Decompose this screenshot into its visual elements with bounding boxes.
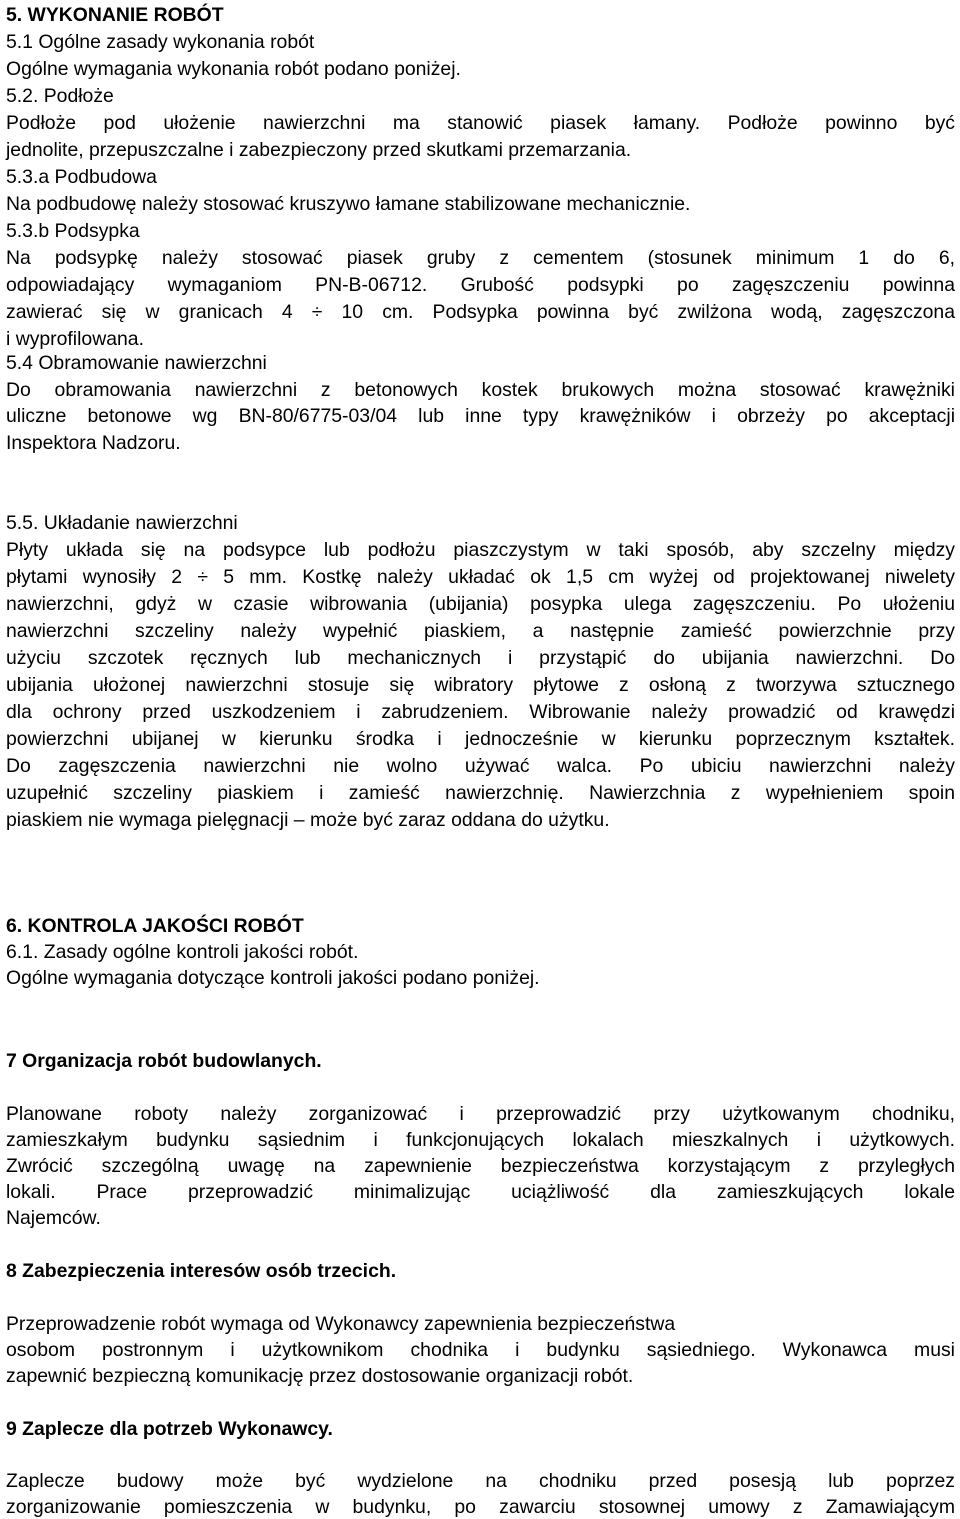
section-8-heading: 8 Zabezpieczenia interesów osób trzecich. bbox=[6, 1260, 397, 1282]
paragraph-5-3a: Na podbudowę należy stosować kruszywo łamane stabilizowane mechanicznie. bbox=[6, 193, 691, 215]
paragraph-5-3b-line: i wyprofilowana. bbox=[6, 328, 144, 350]
paragraph-8-line: zapewnić bezpieczną komunikację przez dostosowanie organizacji robót. bbox=[6, 1365, 634, 1387]
paragraph-5-3b-line: Na podsypkę należy stosować piasek gruby z cementem (stosunek minimum 1 do 6, bbox=[6, 247, 955, 269]
paragraph-6-1: Ogólne wymagania dotyczące kontroli jakości podano poniżej. bbox=[6, 967, 540, 989]
subsection-5-1-heading: 5.1 Ogólne zasady wykonania robót bbox=[6, 31, 315, 53]
paragraph-5-5-line: nawierzchni szczeliny należy wypełnić piaskiem, a następnie zamieść powierzchnie przy bbox=[6, 620, 955, 642]
subsection-5-3a-heading: 5.3.a Podbudowa bbox=[6, 166, 157, 188]
paragraph-5-4-line: Do obramowania nawierzchni z betonowych kostek brukowych można stosować krawężniki bbox=[6, 379, 955, 401]
paragraph-5-2-line: Podłoże pod ułożenie nawierzchni ma stanowić piasek łamany. Podłoże powinno być bbox=[6, 112, 955, 134]
subsection-5-4-heading: 5.4 Obramowanie nawierzchni bbox=[6, 352, 267, 374]
paragraph-5-5-line: użyciu szczotek ręcznych lub mechanicznych i przystąpić do ubijania nawierzchni. Do bbox=[6, 647, 955, 669]
subsection-5-2-heading: 5.2. Podłoże bbox=[6, 85, 114, 107]
paragraph-7-line: Zwrócić szczególną uwagę na zapewnienie bezpieczeństwa korzystającym z przyległych bbox=[6, 1155, 955, 1177]
paragraph-9-line: Zaplecze budowy może być wydzielone na chodniku przed posesją lub poprzez bbox=[6, 1470, 955, 1492]
section-5-heading: 5. WYKONANIE ROBÓT bbox=[6, 4, 224, 26]
paragraph-5-1: Ogólne wymagania wykonania robót podano poniżej. bbox=[6, 58, 461, 80]
paragraph-5-5-line: nawierzchni, gdyż w czasie wibrowania (ubijania) posypka ulega zagęszczeniu. Po ułożeniu bbox=[6, 593, 955, 615]
paragraph-8-line: Przeprowadzenie robót wymaga od Wykonawcy zapewnienia bezpieczeństwa bbox=[6, 1313, 676, 1335]
subsection-5-3b-heading: 5.3.b Podsypka bbox=[6, 220, 140, 242]
paragraph-5-5-line: piaskiem nie wymaga pielęgnacji – może być zaraz oddana do użytku. bbox=[6, 809, 610, 831]
paragraph-5-4-line: uliczne betonowe wg BN-80/6775-03/04 lub inne typy krawężników i obrzeży po akceptacji bbox=[6, 405, 955, 427]
paragraph-9-line: zorganizowanie pomieszczenia w budynku, po zawarciu stosownej umowy z Zamawiającym bbox=[6, 1496, 955, 1518]
paragraph-5-5-line: uzupełnić szczeliny piaskiem i zamieść nawierzchnię. Nawierzchnia z wypełnieniem spoin bbox=[6, 782, 955, 804]
paragraph-5-3b-line: zawierać się w granicach 4 ÷ 10 cm. Podsypka powinna być zwilżona wodą, zagęszczona bbox=[6, 301, 955, 323]
paragraph-5-3b-line: odpowiadający wymaganiom PN-B-06712. Grubość podsypki po zagęszczeniu powinna bbox=[6, 274, 955, 296]
paragraph-5-5-line: płytami wynosiły 2 ÷ 5 mm. Kostkę należy układać ok 1,5 cm wyżej od projektowanej niwelety bbox=[6, 566, 955, 588]
paragraph-8-line: osobom postronnym i użytkownikom chodnika i budynku sąsiedniego. Wykonawca musi bbox=[6, 1339, 955, 1361]
section-9-heading: 9 Zaplecze dla potrzeb Wykonawcy. bbox=[6, 1418, 333, 1440]
paragraph-7-line: Najemców. bbox=[6, 1207, 101, 1229]
subsection-5-5-heading: 5.5. Układanie nawierzchni bbox=[6, 512, 238, 534]
paragraph-5-5-line: dla ochrony przed uszkodzeniem i zabrudzeniem. Wibrowanie należy prowadzić od krawędzi bbox=[6, 701, 955, 723]
paragraph-5-5-line: ubijania ułożonej nawierzchni stosuje się wibratory płytowe z osłoną z tworzywa sztucznego bbox=[6, 674, 955, 696]
paragraph-5-5-line: Do zagęszczenia nawierzchni nie wolno używać walca. Po ubiciu nawierzchni należy bbox=[6, 755, 955, 777]
subsection-6-1-heading: 6.1. Zasady ogólne kontroli jakości robót. bbox=[6, 941, 359, 963]
paragraph-7-line: lokali. Prace przeprowadzić minimalizując uciążliwość dla zamieszkujących lokale bbox=[6, 1181, 955, 1203]
paragraph-5-5-line: Płyty układa się na podsypce lub podłożu piaszczystym w taki sposób, aby szczelny między bbox=[6, 539, 955, 561]
section-6-heading: 6. KONTROLA JAKOŚCI ROBÓT bbox=[6, 915, 304, 937]
paragraph-5-5-line: powierzchni ubijanej w kierunku środka i jednocześnie w kierunku poprzecznym kształtek. bbox=[6, 728, 955, 750]
paragraph-7-line: Planowane roboty należy zorganizować i przeprowadzić przy użytkowanym chodniku, bbox=[6, 1103, 955, 1125]
section-7-heading: 7 Organizacja robót budowlanych. bbox=[6, 1050, 322, 1072]
paragraph-5-2-line: jednolite, przepuszczalne i zabezpieczony przed skutkami przemarzania. bbox=[6, 139, 632, 161]
paragraph-7-line: zamieszkałym budynku sąsiednim i funkcjonujących lokalach mieszkalnych i użytkowych. bbox=[6, 1129, 955, 1151]
paragraph-5-4-line: Inspektora Nadzoru. bbox=[6, 432, 181, 454]
